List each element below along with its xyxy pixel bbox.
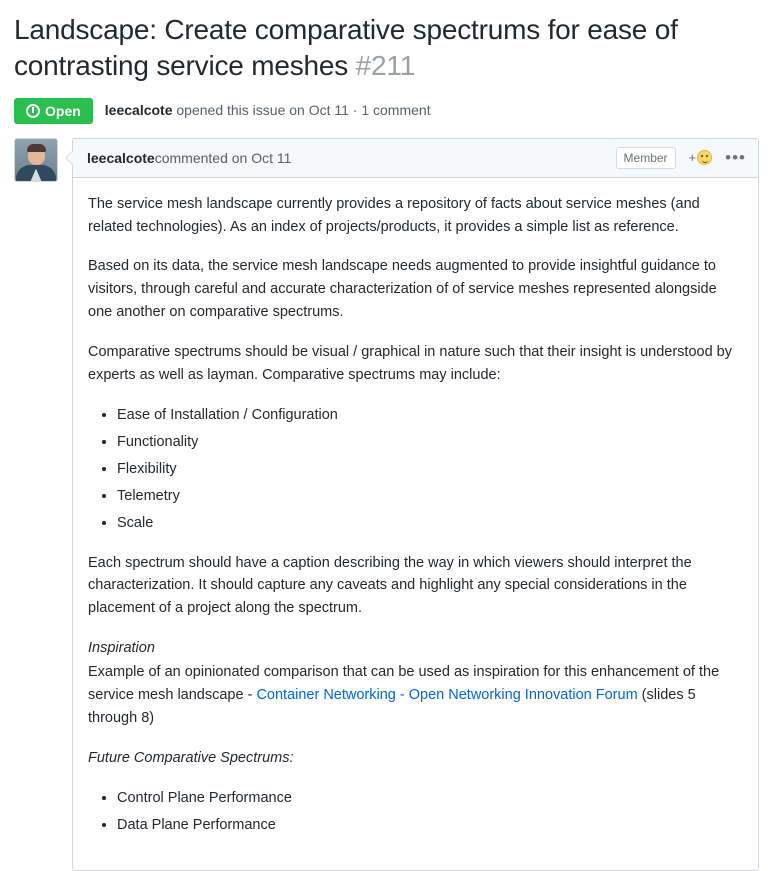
comment-paragraph-4: Each spectrum should have a caption describing the way in which viewers should interpret the characterization. It should capture any caveats and highlight any special considerations in the placement of a project along the spectrum. — [88, 554, 692, 617]
list-item: • Telemetry — [117, 485, 743, 508]
comment-box — [72, 138, 759, 871]
issue-number[interactable]: #211 — [355, 49, 416, 81]
list-item: • Scale — [117, 512, 743, 535]
issue-title-text: Landscape: Create comparative spectrums for ease of contrasting service meshes — [14, 14, 678, 81]
comment-body — [73, 178, 758, 870]
future-spectrums-label-text: Future Comparative Spectrums: — [88, 749, 294, 766]
spectrum-list — [88, 404, 743, 535]
comment-thread-item — [14, 138, 759, 871]
issue-opened-icon — [26, 104, 40, 118]
avatar[interactable] — [14, 138, 58, 182]
future-spectrums-label — [88, 747, 743, 770]
list-item: • Data Plane Performance — [117, 814, 743, 837]
status-badge[interactable] — [14, 98, 93, 124]
list-item: • Flexibility — [117, 458, 743, 481]
comment-author-link[interactable]: leecalcote — [87, 149, 155, 166]
status-badge-label: Open — [45, 102, 81, 119]
inspiration-text-before: Example of an opinionated comparison that can be used as inspiration for this enhancement of the service mesh landscape - — [88, 664, 720, 704]
inspiration-label — [88, 637, 743, 660]
comment-paragraph-3: Comparative spectrums should be visual / graphical in nature such that their insight is understood by experts as well as layman. Comparative spectrums may include: — [88, 344, 732, 384]
issue-meta-suffix: opened this issue on Oct 11 · 1 comment — [172, 102, 431, 119]
inspiration-label-text: Inspiration — [88, 640, 155, 657]
smiley-icon — [697, 150, 712, 165]
add-reaction-button[interactable] — [689, 150, 713, 165]
issue-author-link[interactable]: leecalcote — [104, 102, 173, 119]
reaction-plus-label: + — [688, 150, 697, 166]
comment-paragraph-2: Based on its data, the service mesh landscape needs augmented to provide insightful guidance to visitors, through careful and accurate characterization of of service meshes represented alongside one another on comparative spectrums. — [88, 258, 717, 321]
comment-options-button[interactable]: ••• — [725, 148, 746, 168]
avatar-hair — [27, 144, 46, 152]
list-item: • Ease of Installation / Configuration — [117, 404, 743, 427]
inspiration-block — [88, 637, 743, 730]
comment-header — [73, 139, 758, 178]
inspiration-text-after: (slides 5 through 8) — [88, 687, 696, 726]
member-badge: Member — [616, 147, 676, 169]
inspiration-text — [88, 661, 743, 730]
list-item: • Control Plane Performance — [117, 787, 743, 810]
comment-paragraph-1: The service mesh landscape currently provides a repository of facts about service meshes (and related technologies). As an index of projects/products, it provides a simple list as reference. — [88, 195, 700, 235]
issue-meta-text — [105, 100, 431, 121]
inspiration-link[interactable]: Container Networking - Open Networking Innovation Forum — [256, 687, 638, 704]
comment-timestamp[interactable]: commented on Oct 11 — [154, 149, 292, 166]
list-item: • Functionality — [117, 431, 743, 454]
future-spectrums-list — [88, 787, 743, 837]
page-title — [14, 12, 759, 84]
issue-meta-row — [14, 98, 759, 124]
